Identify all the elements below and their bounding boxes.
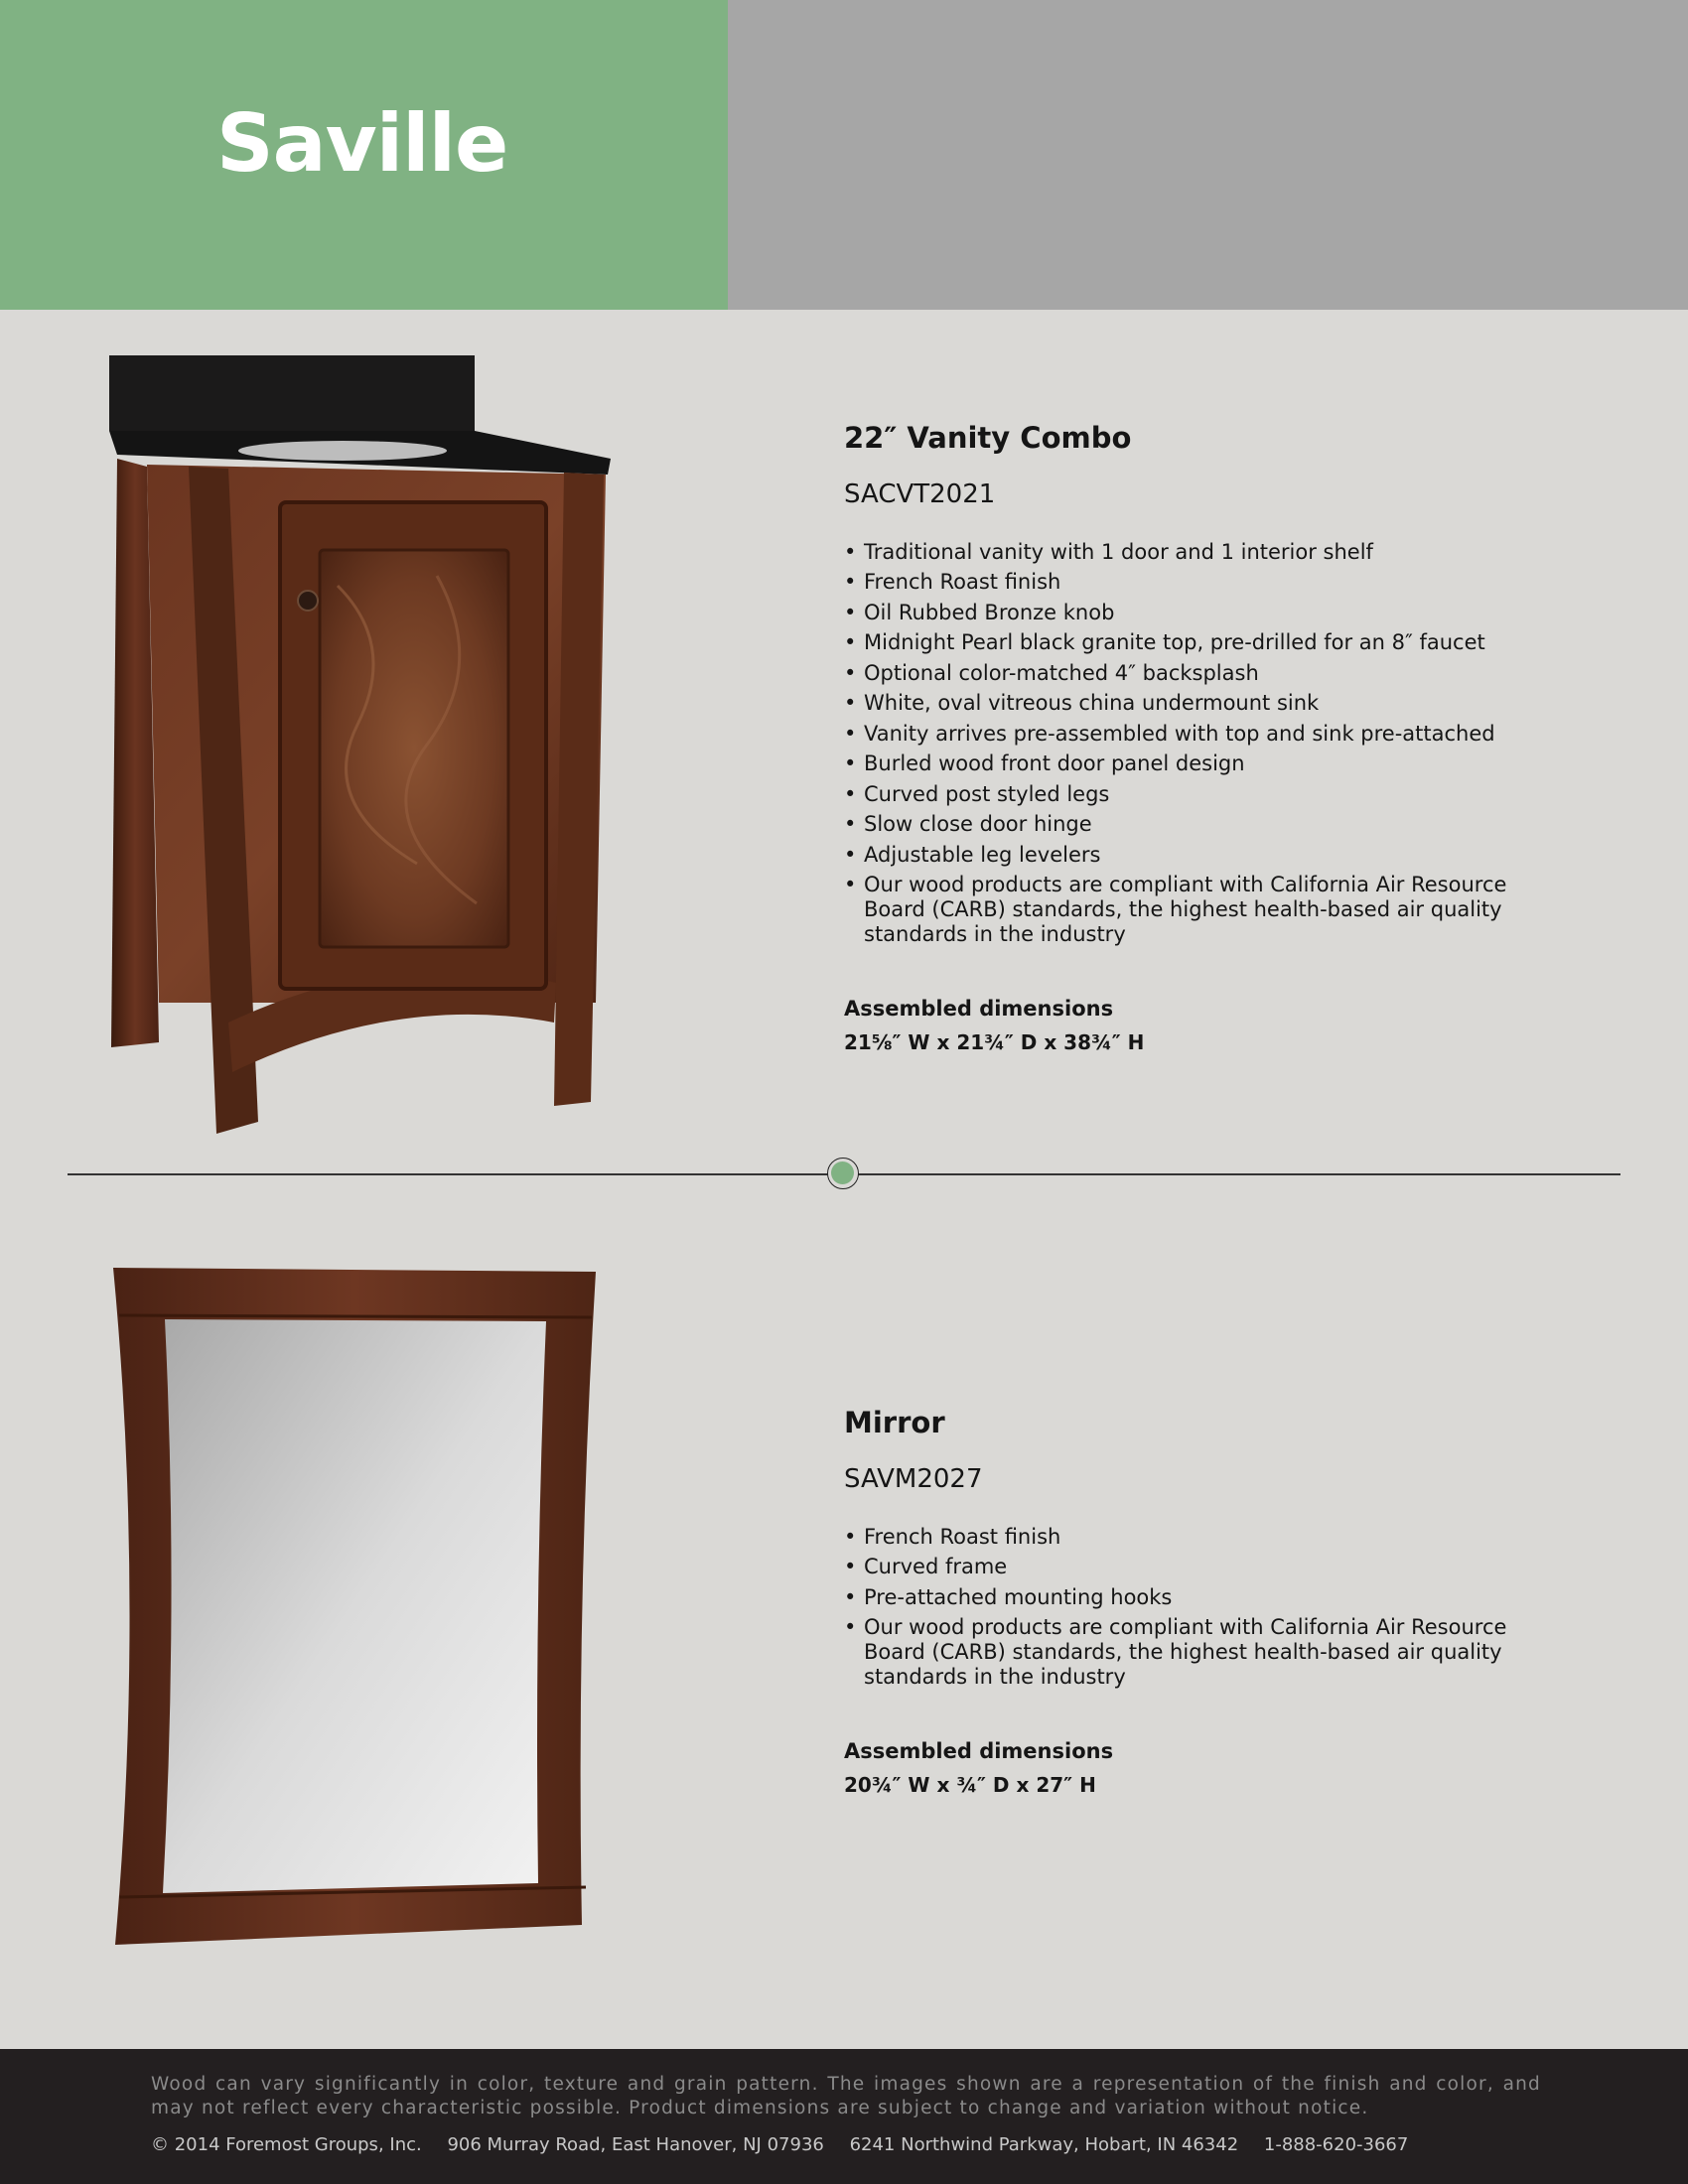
feature-list [844, 540, 1559, 948]
mirror-illustration [109, 1266, 606, 1951]
product-name: Mirror [844, 1406, 945, 1439]
feature-item: • French Roast finish [844, 570, 1559, 595]
mirror-product-info [844, 1406, 1559, 1797]
product-sku: SACVT2021 [844, 478, 996, 509]
feature-item: • Slow close door hinge [844, 812, 1559, 837]
feature-item: • Our wood products are compliant with California Air Resource Board (CARB) standards, the highest health-based air quality standards in the industry [844, 873, 1559, 947]
feature-item: • Pre-attached mounting hooks [844, 1585, 1559, 1610]
header-gray-panel [728, 0, 1688, 310]
feature-item: • Curved post styled legs [844, 782, 1559, 807]
feature-list [844, 1525, 1559, 1691]
feature-item: • Oil Rubbed Bronze knob [844, 601, 1559, 625]
feature-item: • White, oval vitreous china undermount sink [844, 691, 1559, 716]
feature-item: • Optional color-matched 4″ backsplash [844, 661, 1559, 686]
feature-item: • Traditional vanity with 1 door and 1 interior shelf [844, 540, 1559, 565]
feature-item: • Midnight Pearl black granite top, pre-drilled for an 8″ faucet [844, 630, 1559, 655]
feature-item: • French Roast finish [844, 1525, 1559, 1550]
dimensions-label: Assembled dimensions [844, 997, 1114, 1022]
feature-item: • Adjustable leg levelers [844, 843, 1559, 868]
vanity-product-info [844, 421, 1559, 1054]
copyright-text: © 2014 Foremost Groups, Inc. [151, 2134, 422, 2155]
footer-contact [151, 2134, 1408, 2155]
dimensions-value: 21⅝″ W x 21¾″ D x 38¾″ H [844, 1029, 1145, 1054]
vanity-cabinet-illustration [99, 347, 635, 1142]
divider-dot-icon [827, 1158, 859, 1189]
feature-item: • Curved frame [844, 1555, 1559, 1579]
address-hobart: 6241 Northwind Parkway, Hobart, IN 46342 [849, 2134, 1239, 2155]
footer-disclaimer: Wood can vary significantly in color, texture and grain pattern. The images shown are a representation of the finish and color, and may not reflect every characteristic possible. Product dimensions are subject to change and variation without notice. [151, 2074, 1541, 2118]
product-sku: SAVM2027 [844, 1463, 983, 1494]
product-name: 22″ Vanity Combo [844, 421, 1132, 455]
feature-item: • Vanity arrives pre-assembled with top and sink pre-attached [844, 722, 1559, 747]
dimensions-value: 20¾″ W x ¾″ D x 27″ H [844, 1772, 1096, 1797]
feature-item: • Burled wood front door panel design [844, 751, 1559, 776]
collection-title: Saville [216, 97, 508, 190]
dimensions-label: Assembled dimensions [844, 1739, 1114, 1764]
feature-item: • Our wood products are compliant with California Air Resource Board (CARB) standards, the highest health-based air quality standards in the industry [844, 1615, 1559, 1690]
phone-number: 1-888-620-3667 [1263, 2134, 1409, 2155]
address-east-hanover: 906 Murray Road, East Hanover, NJ 07936 [447, 2134, 824, 2155]
